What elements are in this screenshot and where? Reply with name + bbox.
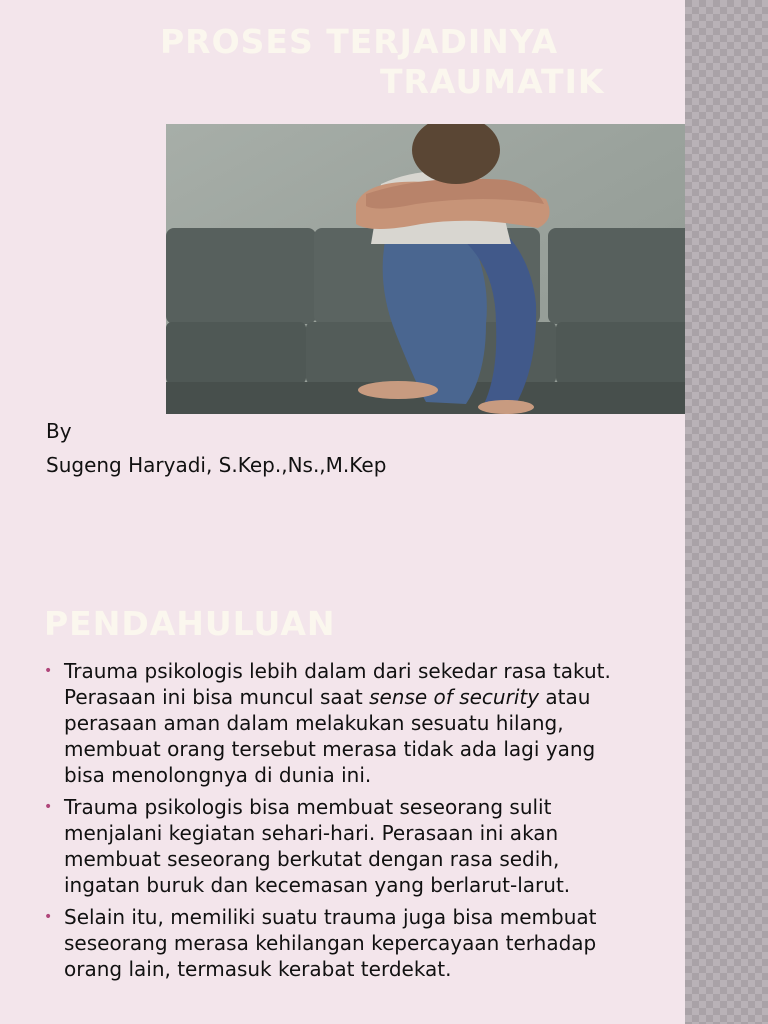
list-item bbox=[44, 658, 634, 788]
side-pattern-strip bbox=[685, 0, 768, 1024]
photo-illustration bbox=[166, 124, 685, 414]
bullet-icon: • bbox=[44, 799, 53, 815]
by-label: By bbox=[46, 419, 72, 443]
author-block bbox=[46, 414, 386, 482]
bullet-1-text-end: atau perasaan aman dalam melakukan sesuatu hilang, membuat orang tersebut merasa tidak ada lagi yang bisa menolongnya di dunia ini. bbox=[64, 685, 596, 787]
slide-title bbox=[0, 0, 685, 520]
bullet-2-text: Trauma psikologis bisa membuat seseorang sulit menjalani kegiatan sehari-hari. Perasaan ini akan membuat seseorang berkutat dengan rasa sedih, ingatan buruk dan kecemasan yang berlarut-larut. bbox=[64, 795, 571, 897]
list-item bbox=[44, 904, 634, 982]
author-name: Sugeng Haryadi, S.Kep.,Ns.,M.Kep bbox=[46, 453, 387, 477]
bullet-icon: • bbox=[44, 663, 53, 679]
bullet-1-text-start: Trauma psikologis lebih dalam dari sekedar rasa takut. Perasaan ini bisa muncul saat bbox=[64, 659, 611, 709]
section-title: PENDAHULUAN bbox=[44, 604, 336, 643]
slide-introduction bbox=[0, 520, 685, 1024]
title-line-2: TRAUMATIK bbox=[380, 62, 605, 101]
slide-title-heading bbox=[160, 22, 660, 102]
bullet-icon: • bbox=[44, 909, 53, 925]
bullet-3-text: Selain itu, memiliki suatu trauma juga bisa membuat seseorang merasa kehilangan kepercayaan terhadap orang lain, termasuk kerabat terdekat. bbox=[64, 905, 597, 981]
title-line-1: PROSES TERJADINYA bbox=[160, 22, 559, 61]
bullet-list bbox=[44, 658, 634, 988]
person-hugging-knees-photo bbox=[166, 124, 685, 414]
bullet-1-italic: sense of security bbox=[369, 685, 540, 709]
list-item bbox=[44, 794, 634, 898]
